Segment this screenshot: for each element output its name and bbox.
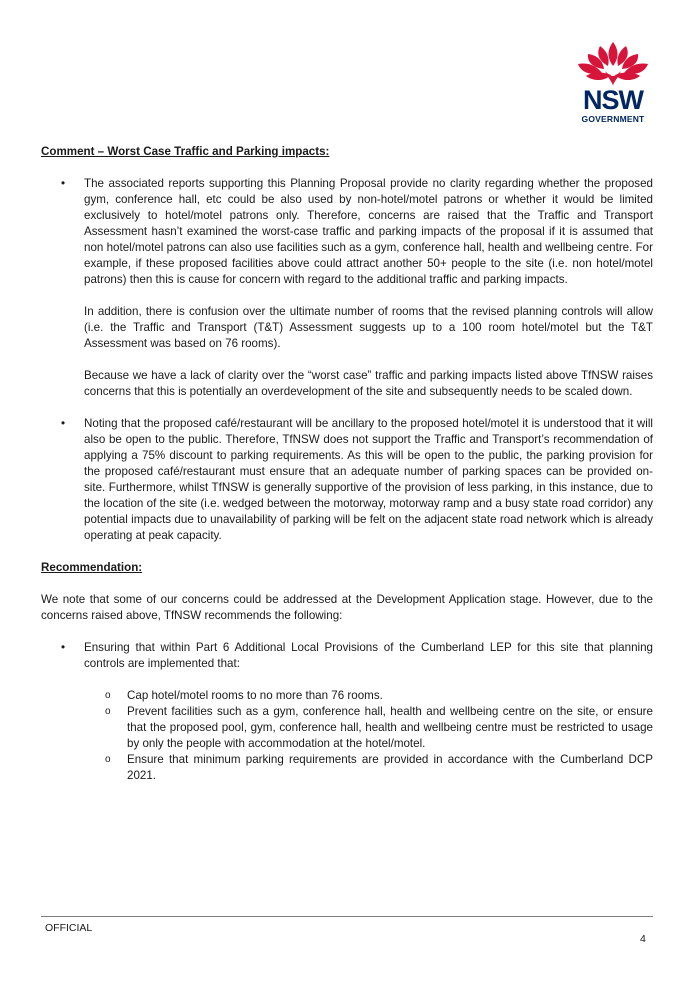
paragraph: In addition, there is confusion over the ultimate number of rooms that the revised planning controls will allow (i.e. the Traffic and Transport (T&T) Assessment suggests up to a 100 room hotel/motel but the T&T Assessment was based on 76 rooms). <box>84 305 653 350</box>
paragraph: The associated reports supporting this Planning Proposal provide no clarity regarding whether the proposed gym, conference hall, etc could be also used by non-hotel/motel patrons or whether it would be limited exclusively to hotel/motel patrons only. Therefore, concerns are raised that the Traffic and Transport Assessment hasn’t examined the worst-case traffic and parking impacts of the proposal if it is assumed that non hotel/motel patrons can also use facilities such as a gym, conference hall, health and wellbeing centre. For example, if these proposed facilities above could attract another 50+ people to the site (i.e. non hotel/motel patrons) then this is cause for concern with regard to the additional traffic and parking impacts. <box>84 177 653 286</box>
recommendation-intro: We note that some of our concerns could be addressed at the Development Application stage. However, due to the concerns raised above, TfNSW recommends the following: <box>41 593 653 622</box>
section-heading-recommendation: Recommendation: <box>41 561 143 574</box>
bullet-icon: • <box>61 641 66 654</box>
paragraph: Because we have a lack of clarity over the “worst case” traffic and parking impacts listed above TfNSW raises concerns that this is potentially an overdevelopment of the site and subsequently needs to be scaled down. <box>84 369 653 398</box>
footer-divider <box>41 916 653 917</box>
bullet-item <box>41 176 653 400</box>
sub-bullet-icon: o <box>105 706 111 717</box>
recommendation-sub-list <box>41 688 653 784</box>
waratah-flower-icon <box>572 40 654 88</box>
logo-subtitle: GOVERNMENT <box>581 114 645 124</box>
bullet-item <box>41 640 653 672</box>
paragraph: Noting that the proposed café/restaurant will be ancillary to the proposed hotel/motel it is understood that it will also be open to the public. Therefore, TfNSW does not support the Traffic and Transport’s recommendation of applying a 75% discount to parking requirements. As this will be open to the public, the parking provision for the proposed café/restaurant must ensure that an adequate number of parking spaces can be provided on-site. Furthermore, whilst TfNSW is generally supportive of the provision of less parking, in this instance, due to the location of the site (i.e. wedged between the motorway, motorway ramp and a busy state road corridor) any potential impacts due to unavailability of parking will be felt on the adjacent state road network which is already operating at peak capacity. <box>84 417 653 542</box>
bullet-icon: • <box>61 417 66 430</box>
bullet-icon: • <box>61 177 66 190</box>
comment-bullet-list <box>41 176 653 544</box>
sub-list-text: Cap hotel/motel rooms to no more than 76 rooms. <box>127 689 383 702</box>
sub-list-text: Prevent facilities such as a gym, conference hall, health and wellbeing centre on the site, or ensure that the proposed pool, gym, conference hall, health and wellbeing centre must be restricted to usage by only the people with accommodation at the hotel/motel. <box>127 705 653 750</box>
sub-list-item <box>41 752 653 784</box>
page-number: 4 <box>640 933 646 945</box>
bullet-item <box>41 416 653 544</box>
logo-wordmark: NSW <box>583 85 643 115</box>
sub-list-text: Ensure that minimum parking requirements are provided in accordance with the Cumberland DCP 2021. <box>127 753 653 782</box>
recommendation-bullet-list <box>41 640 653 672</box>
sub-bullet-icon: o <box>105 754 111 765</box>
sub-bullet-icon: o <box>105 690 111 701</box>
sub-list-item <box>41 704 653 752</box>
section-heading-traffic-parking: Comment – Worst Case Traffic and Parking impacts: <box>41 145 330 158</box>
paragraph: Ensuring that within Part 6 Additional Local Provisions of the Cumberland LEP for this site that planning controls are implemented that: <box>84 641 653 670</box>
sub-list-item <box>41 688 653 704</box>
document-body <box>41 144 653 784</box>
nsw-government-logo <box>572 40 654 128</box>
footer-classification: OFFICIAL <box>45 922 93 934</box>
